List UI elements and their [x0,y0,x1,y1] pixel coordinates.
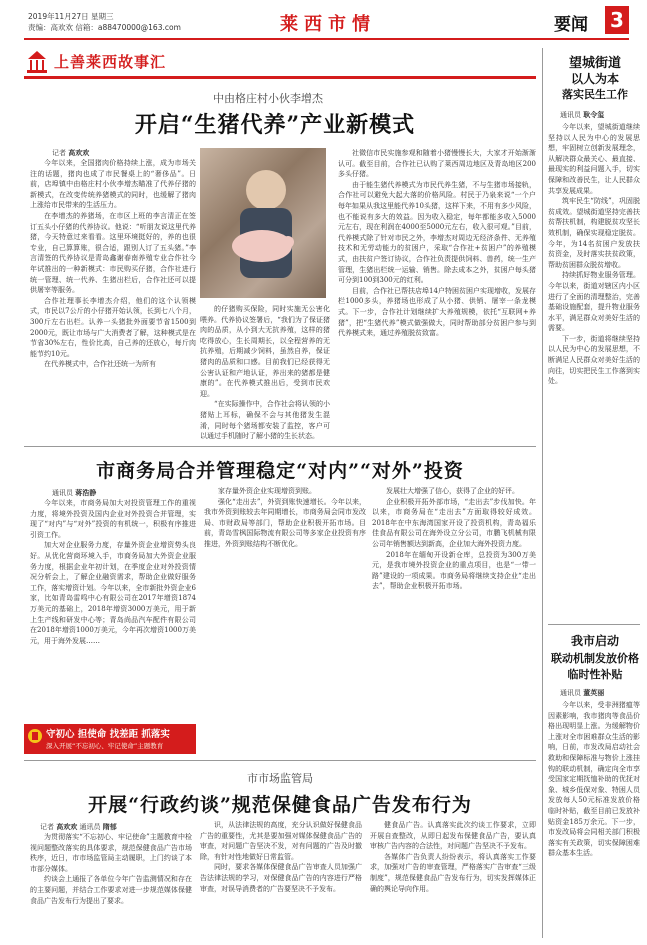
story3-byline [40,822,117,832]
sidebar1-body [548,122,640,602]
banner-underline [24,76,536,79]
story2-col2 [204,486,366,720]
story3-byline-name1: 高欢欢 [56,823,78,831]
theme-banner-line2: 深入开展“不忘初心、牢记使命”主题教育 [46,742,164,750]
great-hall-icon [26,50,48,74]
sidebar1-title2: 以人为本 [570,72,619,86]
story3-col1-para: 为贯彻落实“不忘初心、牢记使命”主题教育中检视问题整改落实的具体要求，规范保健食品广告市场秩序，近日，市市场监管局主动履职，上门约谈了本市部分媒体。 [30,833,192,873]
story3-col2-para: 识，从法律法规的高度，充分认识做好保健食品广告的重要性，尤其是要加强对媒体保健食品广告的审查，对问题广告坚决不发，对有问题的广告及时撤除，有针对性地做好日常监管。 [200,821,362,861]
section-title: 要闻 [554,15,588,35]
story2-headline: 市商务局合并管理稳定“对内”“对外”投资 [96,460,464,482]
story2-col3 [372,486,536,720]
story2-byline-label: 通讯员 [52,489,73,497]
story2-col1-para: 今年以来，市商务局加大对投资管理工作的重视力度，将境外投资及国内企业对外投资合并管理，实现了“对内”与“对外”投资的有机统一，积极有序推进引资工作。 [30,499,196,539]
story1-col3-para: 目前，合作社已帮扶店埠14户特困贫困户实现增收，发展存栏1000多头，养猪场也形成了从小猪、供销、屠宰一条龙模式。下一步，合作社计划继续扩大养殖规模，依托“互联网+养猪”，把“生猪代养”模式做强做大，同时帮助部分贫困户参与到代养模式来，通过养殖脱贫致富。 [338,286,536,338]
header-rule [24,38,629,40]
story3-byline-name2: 隋郁 [102,823,117,831]
header-editor: 责编：高欢欢 信箱：a88470000@163.com [28,23,181,32]
pig-farmer-photo [200,148,326,298]
sidebar1-para: 筑牢民生“防线”，巩固脱贫成效。望城街道坚持完善扶贫帮扶机制，构建脱贫攻坚长效机制，确保实现稳定脱贫。今年，为14名贫困户发放扶贫资金，及时落实扶贫政策，帮助贫困群众脱贫增收。 [548,197,640,269]
story1-byline-label: 记者 [52,149,66,157]
story1-col3-para: 由于能生猪代养模式为市民代养生猪，不与生猪市场接轨，合作社可以避免大起大落的价格风险。村民于乃泉来说“一个户每年如果从我这里能代养10头猪，这样下来，不用有多少风险，也不能说有多大的效益。因为收入稳定，每年都能多收入5000元左右，现在利润在4000至5000元左右，收入很可观。”目前，代养模式除了针对市民之外，李增杰对周边无经济条件、无养殖技术和无劳动能力的贫困户，采取“合作社+贫困户”的养殖模式，由扶贫户签订协议，合作社负责提供饲料、兽药，统一生产管理，生猪出栏统一运输、销售。除去成本之外，贫困户每头猪可分到100到300元的红利。 [338,180,536,285]
story2-col3-para: 2018年在缅甸开设新仓库，总投资为300万美元，是我市境外投资企业的重点项目，也是“一带一路”建设的一项成果。市商务局将继续支持企业“走出去”，帮助企业积极开拓市场。 [372,550,536,591]
sidebar1-byline-name: 耿令玺 [583,111,605,119]
page-header [0,0,647,40]
story3-col2-para: 同时，要求各媒体保健食品广告审查人员加强广告法律法规的学习，对保健食品广告的内容进行严格审查，对误导消费者的广告要坚决不予发布。 [200,863,362,893]
sidebar2-para: 今年以来，受非洲猪瘟等因素影响，我市猪肉等食品价格出现明显上涨。为缓解物价上涨对全市困难群众生活的影响，日前，市发改局启动社会救助和保障标准与物价上涨挂钩的联动机制，确定向全市享受国家定期抚恤补助的优抚对象、城乡低保对象、特困人员发放每人50元标准发放价格临时补贴，截至目前已发放补贴资金185万余元。下一步，市发改局将会同相关部门积极落实有关政策，切实保障困难群众基本生活。 [548,701,640,858]
sidebar1-title1: 望城街道 [568,56,621,71]
farmer-with-piglet-icon [200,148,326,298]
page-number: 3 [610,8,624,32]
party-emblem-icon [27,728,43,744]
story1-col2 [200,304,330,440]
story1-col1-para: 在代养模式中，合作社还统一为所有 [44,360,156,369]
sidebar2-byline-name: 董英丽 [583,689,605,697]
sidebar2-top-rule [548,624,640,625]
sidebar2-body [548,700,640,938]
sidebar1-byline [560,110,604,120]
story1-col1-para: 今年以来，全国猪肉价格持续上涨，成为市场关注的话题，猪肉也成了市民餐桌上的“奢侈品”。日前，店埠镇中由格庄村小伙李增杰瞄准了代养仔猪的新模式，在改变传统养猪模式的同时，也缓解了猪肉上涨给市民带来的生活压力。 [30,159,196,210]
theme-banner-line1: 守初心 担使命 找差距 抓落实 [46,729,170,740]
story1-col2-para: 的仔猪购买保险，同时实施无公害化喂养。代养协议签署后，“我们为了保证猪肉的品质，从小到大无抗养殖，这样的猪吃得放心，生长周期长，以全程营养的无抗养殖，后期减少饲料，虽然自养，保证猪肉的品质和口感。目前我们已经获得无公害认证和产地认证，养出来的猪都是健康的”。在代养模式推出后，受到市民欢迎。 [200,305,330,398]
sidebar2-byline-label: 通讯员 [560,689,581,697]
story1-kicker: 中由格庄村小伙李增杰 [213,92,323,105]
story3-kicker: 市市场监管局 [247,772,313,785]
story2-col2-para: 家存量外资企业实现增资到账。 [218,487,316,495]
story2-col3-para: 企业积极开拓外部市场，“走出去”步伐加快。年以来，市商务局在“走出去”方面取得较好成效。2018年在中东海湾国家开设了投资机构，青岛福乐佳食品有限公司在海外设立分公司，市鹏飞机械有限公司年销售额达到新高，企业加大海外投资力度。 [372,497,536,548]
story3-col1 [30,832,192,940]
story3-col3 [370,820,536,940]
story3-byline-label2: 通讯员 [79,823,101,831]
story3-col1-para: 约谈会上通报了各单位今年广告监测情况和存在的主要问题，并结合工作要求对进一步规范媒体保健食品广告发布行为提出了要求。 [30,875,192,905]
sidebar2-title1: 我市启动 [570,634,619,648]
story3-col3-para: 健食品广告。认真落实此次约谈工作要求，立即开展自查整改，从即日起发布保健食品广告，要认真审核广告内容的合法性，对问题广告坚决不予发布。 [370,821,536,851]
story1-col2-para: “在实际操作中，合作社会将认领的小猪贴上耳标，确保不会与其他猪发生混淆，同时每个猪场都安装了监控，客户可以通过手机随时了解小猪的生长状态。 [200,400,330,440]
sidebar2-byline [560,688,604,698]
story1-col1-para: 在李增杰的养猪场，在市区上班的李言清正在签订五头小仔猪的代养协议。他说：“听朋友说这里代养猪，今天特意过来看看。这里环境挺好的，养的也很专业，自己算算账，很合适，跟别人订了五头猪。”李言清签的代养协议是青岛鑫谢春南养殖专业合作社今年试推出的一种新模式：市民购买仔猪，合作社进行统一管理、统一代养、生猪出栏后，合作社还可以提供屠宰等服务。 [30,211,196,295]
story2-byline-name: 蒋浩静 [75,489,97,497]
column-banner-title: 上善莱西故事汇 [54,53,167,71]
theme-education-banner [24,724,196,754]
story1-headline: 开启“生猪代养”产业新模式 [134,112,416,138]
column-banner [24,48,244,76]
story3-top-rule [24,760,536,761]
sidebar2-title3: 临时性补贴 [567,668,623,681]
story1-byline-name: 高欢欢 [68,149,90,157]
story1-col3-para: 社微信市民实施参观和随着小猪慢慢长大，大家才开始渐渐认可。截至目前，合作社已认购了莱西周边地区及青岛地区200多头仔猪。 [338,149,536,179]
sidebar1-para: 今年以来，望城街道继续坚持以人民为中心的发展思想，牢固树立创新发展理念，从解决群众最关心、最直接、最现实的利益问题入手，切实保障和改善民生，让人民群众共享发展成果。 [548,123,640,195]
masthead: 莱西市情 [280,14,376,35]
story2-byline [52,488,96,498]
story2-top-rule [24,446,536,447]
story1-col1-para: 合作社理事长李增杰介绍，他们的这个认领模式，市民以7公斤的小仔猪开始认领，长到七八个月，300斤左右出栏。认养一头猪批外面要节省1500到2000元，既让市场与广大消费者了解，这种模式是在节省30%左右，性价比高，自己养的还放心，每斤肉能节约10元。 [30,296,196,358]
story2-col3-para: 发展壮大增强了信心，获得了企业的好评。 [386,487,519,495]
header-date: 2019年11月27日 星期三 [28,12,114,21]
story3-col2 [200,820,362,940]
sidebar1-title3: 落实民生工作 [562,88,628,101]
story1-col1 [30,158,196,438]
story1-byline [52,148,89,158]
story2-col1 [30,498,196,720]
story2-col2-para: 强化“走出去”，外资到账快速增长。今年以来，我市外资到账较去年同期增长，市商务局会同市发改局、市财政局等部门，帮助企业积极开拓市场。目前，青岛雪枫国际物流有限公司等多家企业投资有序推进，外资到账结构不断优化。 [204,497,366,548]
sidebar1-para: 下一步，街道将继续坚持以人民为中心的发展思想，不断满足人民群众对美好生活的向往，切实把民生工作落到实处。 [548,334,640,386]
story3-headline: 开展“行政约谈”规范保健食品广告发布行为 [88,794,472,816]
story1-col3 [338,148,536,440]
main-sidebar-divider [542,48,543,938]
sidebar1-byline-label: 通讯员 [560,111,581,119]
story3-col3-para: 各媒体广告负责人纷纷表示，将认真落实工作要求，加强对广告的审查管理，严格落实广告审查“三级制度”，规范保健食品广告发布行为，切实发挥媒体正确的舆论导向作用。 [370,852,536,893]
story2-col1-para: 加大对企业服务力度，存量外资企业增资势头良好。从优化营商环境入手，市商务局加大外资企业服务力度，根据企业年初计划，在季度企业对外投资情况分析会上，了解企业融资需求，帮助企业做好服务工作，落实增资计划。今年以来，全市新批外资企业6家，比如青岛雷鸣中心有限公司在2017年增资1874万美元的基础上，2018年增资3000万美元，用于新上生产线和研发中心等；青岛尚品汽车配件有限公司在2018年增资1000万美元，今年再次增资1000万美元，用于海外发展…… [30,541,196,645]
story3-byline-label1: 记者 [40,823,54,831]
sidebar2-title2: 联动机制发放价格 [551,652,639,665]
page-number-badge [605,6,629,34]
sidebar1-para: 持续抓好物业服务管理。今年以来，街道对辖区内小区进行了全面的清理整治，完善基础设施配套，提升物业服务水平，满足群众对美好生活的需要。 [548,271,640,333]
